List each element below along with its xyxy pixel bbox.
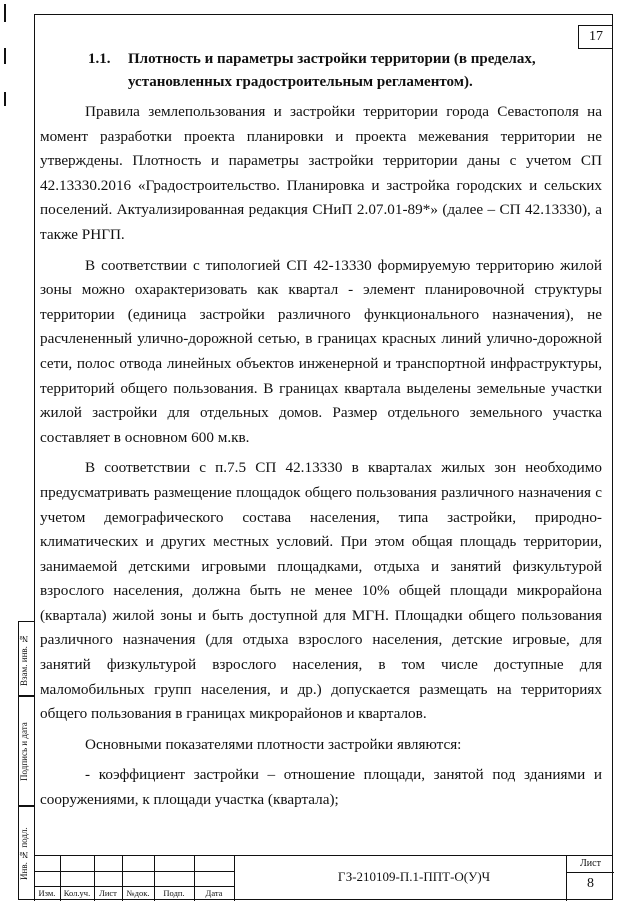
sheet-label: Лист (567, 858, 614, 873)
body-text (40, 100, 602, 813)
section-heading (88, 48, 608, 94)
stamp-label: Кол.уч. (63, 888, 91, 898)
binding-mark-1 (4, 4, 6, 22)
stamp-divider (34, 886, 234, 887)
paragraph: Правила землепользования и застройки территории города Севастополя на момент разработки проекта планировки и проекта межевания территории не утверждены. Плотность и параметры застройки территории даны с учетом СП 42.13330.2016 «Градостроительство. Планировка и застройка городских и сельских поселений. Актуализированная редакция СНиП 2.07.01-89*» (далее – СП 42.13330), а также РНГП. (40, 103, 602, 243)
side-label: Инв. № подл. (19, 827, 29, 881)
heading-line-1: Плотность и параметры застройки территории (в пределах, (128, 51, 536, 67)
stamp-label: Дата (205, 888, 223, 898)
binding-mark-2 (4, 48, 6, 64)
side-cell (18, 621, 34, 696)
heading-number: 1.1. (88, 51, 111, 67)
stamp-label: Подп. (163, 888, 185, 898)
stamp-label: Изм. (38, 888, 56, 898)
page-number: 17 (578, 25, 613, 49)
binding-mark-3 (4, 92, 6, 106)
sheet-number: 8 (587, 876, 594, 891)
sheet-box (566, 856, 614, 901)
side-label: Взам. инв. № (19, 633, 29, 686)
side-label: Подпись и дата (19, 722, 29, 782)
document-code: ГЗ-210109-П.1-ППТ-О(У)Ч (337, 869, 491, 884)
heading-line-2: установленных градостроительным регламентом). (128, 74, 473, 90)
side-cell (18, 806, 34, 900)
paragraph: - коэффициент застройки – отношение площади, занятой под зданиями и сооружениями, к площади участка (квартала); (40, 766, 602, 809)
paragraph: Основными показателями плотности застройки являются: (85, 735, 462, 753)
side-stamp (0, 621, 34, 900)
stamp-divider (234, 856, 235, 901)
stamp-divider (34, 871, 234, 872)
stamp-label: №док. (126, 888, 150, 898)
paragraph: В соответствии с п.7.5 СП 42.13330 в кварталах жилых зон необходимо предусматривать размещение площадок общего пользования различного назначения с учетом демографического состава населения, типа застройки, природно-климатических и других местных условий. При этом общая площадь территории, занимаемой детскими игровыми площадками, отдыха и занятий физкультурой взрослого населения, должна быть не менее 10% общей площади микрорайона (квартала) жилой зоны и быть доступной для МГН. Площадки общего пользования различного назначения (для отдыха взрослого населения, детские игровые, для занятий физкультурой взрослого населения, в том числе доступные для маломобильных групп населения, и др.) допускается размещать на территориях общего пользования в границах микрорайонов и кварталов. (40, 459, 602, 723)
stamp-label: Лист (99, 888, 117, 898)
side-cell (18, 696, 34, 806)
title-block (34, 855, 613, 900)
paragraph: В соответствии с типологией СП 42-13330 формируемую территорию жилой зоны можно охарактеризовать как квартал - элемент планировочной структуры территории (единица застройки различного функционального назначения), не расчлененный улично-дорожной сетью, в границах красных линий улично-дорожной сети, полос отвода линейных объектов инженерной и транспортной инфраструктуры, территорий общего пользования. В границах квартала выделены земельные участки жилой застройки для отдельных домов. Размер отдельного земельного участка составляет в основном 600 м.кв. (40, 256, 602, 446)
